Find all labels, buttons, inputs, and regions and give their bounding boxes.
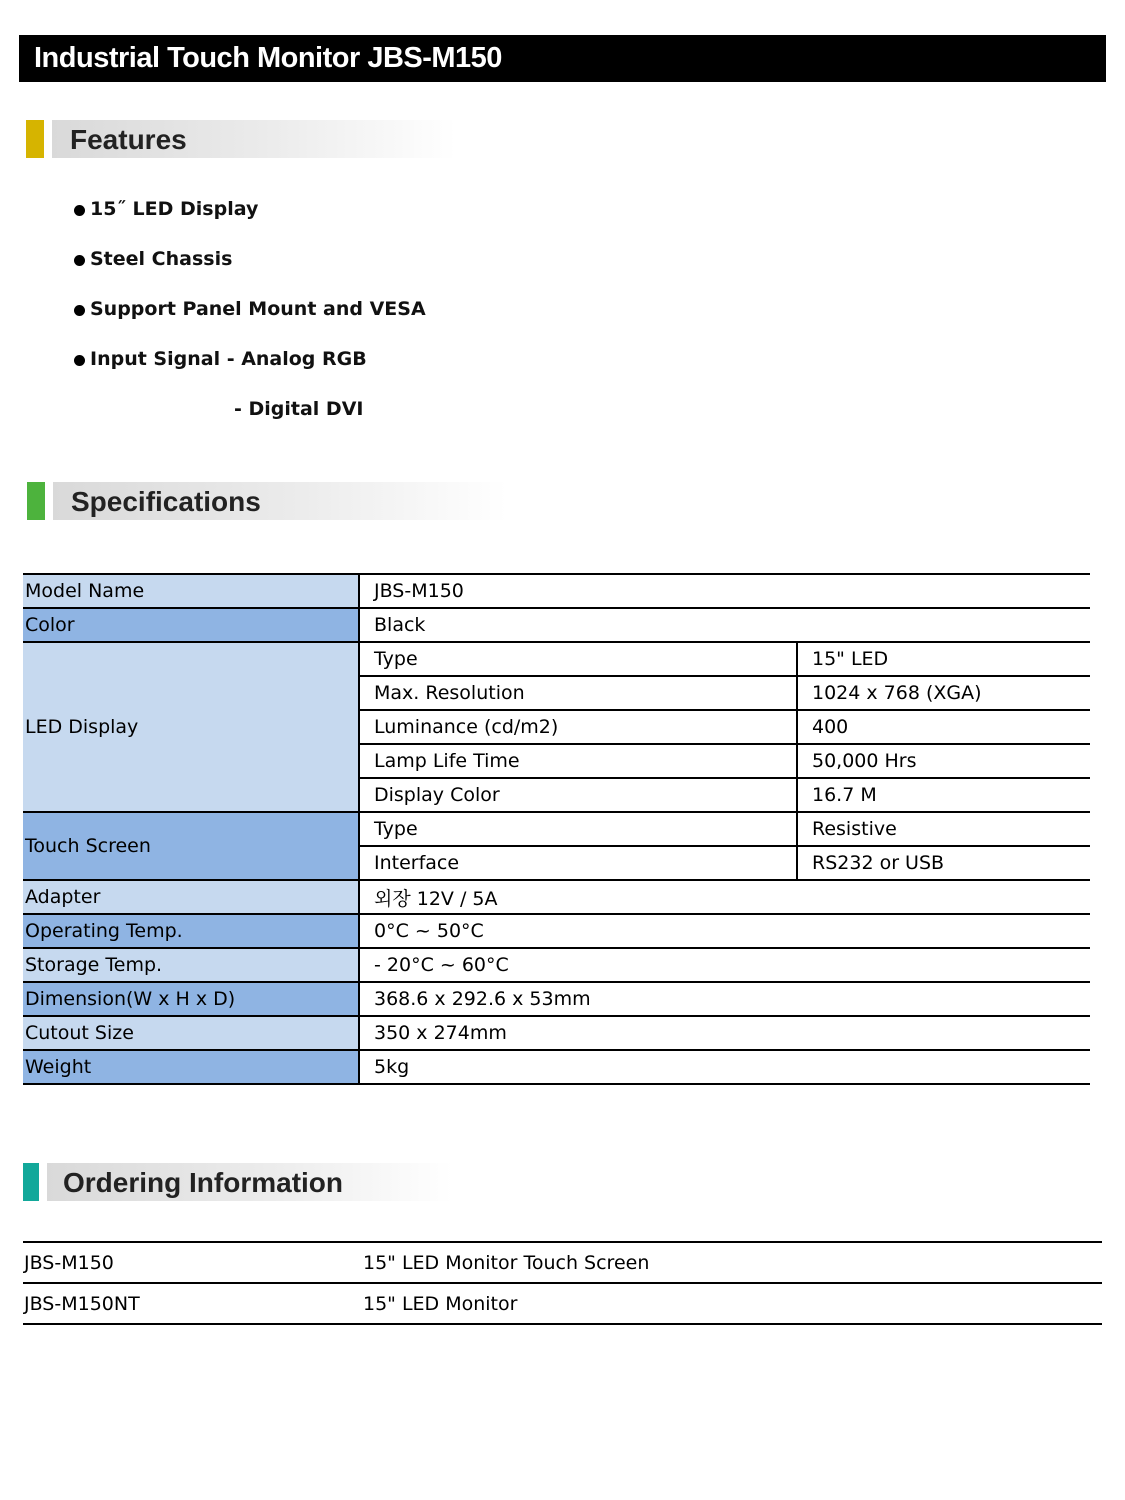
- spec-value: Black: [359, 608, 1090, 642]
- spec-sublabel: Type: [359, 642, 797, 676]
- ordering-table: [23, 1241, 1102, 1325]
- spec-value: Resistive: [797, 812, 1090, 846]
- spec-label: Weight: [23, 1050, 359, 1084]
- spec-value: 15" LED: [797, 642, 1090, 676]
- feature-item: 15˝ LED Display: [74, 198, 258, 220]
- spec-sublabel: Luminance (cd/m2): [359, 710, 797, 744]
- bullet-icon: [74, 305, 85, 316]
- feature-item: Support Panel Mount and VESA: [74, 298, 426, 320]
- table-row: [23, 1050, 1090, 1084]
- table-row: [23, 1242, 1102, 1283]
- spec-sublabel: Type: [359, 812, 797, 846]
- spec-value: JBS-M150: [359, 574, 1090, 608]
- spec-label: Dimension(W x H x D): [23, 982, 359, 1016]
- spec-sublabel: Max. Resolution: [359, 676, 797, 710]
- table-row: [23, 914, 1090, 948]
- spec-value: - 20°C ~ 60°C: [359, 948, 1090, 982]
- spec-sublabel: Display Color: [359, 778, 797, 812]
- ordering-marker: [23, 1163, 39, 1201]
- spec-label: Cutout Size: [23, 1016, 359, 1050]
- spec-value: 외장 12V / 5A: [359, 880, 1090, 914]
- spec-value: 1024 x 768 (XGA): [797, 676, 1090, 710]
- table-row: [23, 642, 1090, 676]
- spec-value: 400: [797, 710, 1090, 744]
- spec-sublabel: Interface: [359, 846, 797, 880]
- ordering-section-header: [23, 1163, 453, 1201]
- spec-group-label: LED Display: [23, 642, 359, 812]
- spec-value: 368.6 x 292.6 x 53mm: [359, 982, 1090, 1016]
- features-marker: [26, 120, 44, 158]
- table-row: [23, 880, 1090, 914]
- spec-sublabel: Lamp Life Time: [359, 744, 797, 778]
- page-title: Industrial Touch Monitor JBS-M150: [19, 35, 1106, 82]
- order-description: 15" LED Monitor Touch Screen: [363, 1242, 1102, 1283]
- table-row: [23, 1283, 1102, 1324]
- bullet-icon: [74, 355, 85, 366]
- spec-value: 0°C ~ 50°C: [359, 914, 1090, 948]
- spec-value: RS232 or USB: [797, 846, 1090, 880]
- specifications-section-header: [27, 482, 507, 520]
- feature-item: Input Signal - Analog RGB: [74, 348, 367, 370]
- order-code: JBS-M150: [23, 1242, 363, 1283]
- bullet-icon: [74, 205, 85, 216]
- order-code: JBS-M150NT: [23, 1283, 363, 1324]
- spec-value: 50,000 Hrs: [797, 744, 1090, 778]
- table-row: [23, 574, 1090, 608]
- spec-value: 5kg: [359, 1050, 1090, 1084]
- feature-item-continuation: - Digital DVI: [234, 398, 364, 420]
- table-row: [23, 608, 1090, 642]
- table-row: [23, 948, 1090, 982]
- table-row: [23, 982, 1090, 1016]
- bullet-icon: [74, 255, 85, 266]
- features-section-header: [26, 120, 456, 158]
- spec-label: Storage Temp.: [23, 948, 359, 982]
- spec-label: Color: [23, 608, 359, 642]
- specifications-marker: [27, 482, 45, 520]
- feature-item: Steel Chassis: [74, 248, 232, 270]
- specifications-table: [23, 573, 1090, 1085]
- order-description: 15" LED Monitor: [363, 1283, 1102, 1324]
- table-row: [23, 812, 1090, 846]
- spec-label: Operating Temp.: [23, 914, 359, 948]
- spec-value: 16.7 M: [797, 778, 1090, 812]
- table-row: [23, 1016, 1090, 1050]
- specifications-title: Specifications: [71, 486, 261, 517]
- features-title: Features: [70, 124, 187, 155]
- spec-label: Model Name: [23, 574, 359, 608]
- ordering-title: Ordering Information: [63, 1167, 343, 1198]
- spec-group-label: Touch Screen: [23, 812, 359, 880]
- spec-value: 350 x 274mm: [359, 1016, 1090, 1050]
- spec-label: Adapter: [23, 880, 359, 914]
